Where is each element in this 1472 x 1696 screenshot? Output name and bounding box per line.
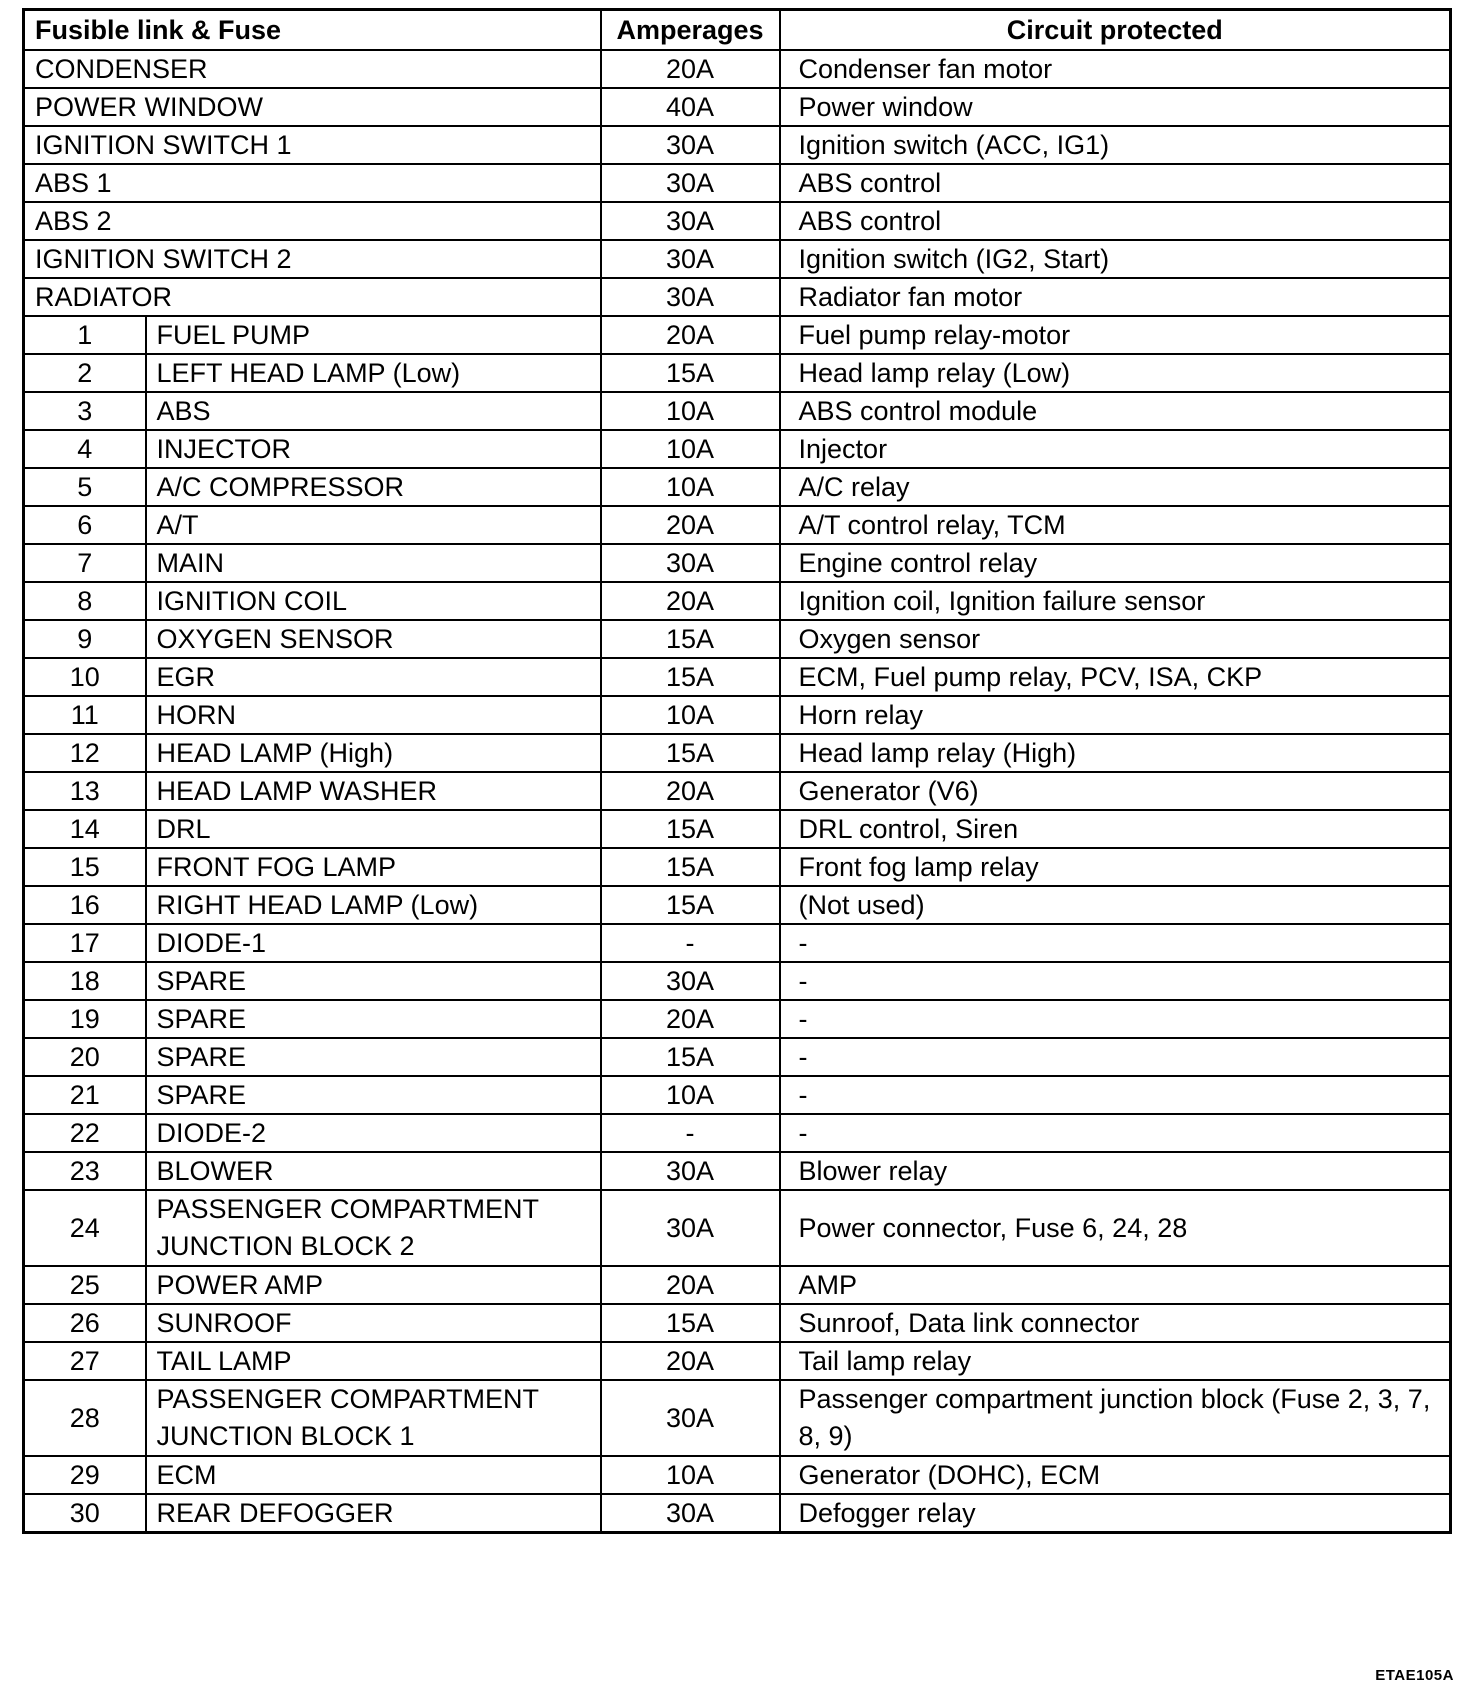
circuit-protected: Passenger compartment junction block (Fuse 2, 3, 7, 8, 9)	[780, 1380, 1451, 1456]
fuse-name: SUNROOF	[146, 1304, 601, 1342]
fusible-link-row	[24, 50, 1451, 88]
fuse-name: INJECTOR	[146, 430, 601, 468]
fuse-row	[24, 1266, 1451, 1304]
header-amperages: Amperages	[601, 10, 780, 51]
circuit-protected: ABS control	[780, 202, 1451, 240]
circuit-protected: -	[780, 1076, 1451, 1114]
fuse-name: DIODE-1	[146, 924, 601, 962]
fuse-number: 26	[24, 1304, 146, 1342]
circuit-protected: Blower relay	[780, 1152, 1451, 1190]
fuse-number: 10	[24, 658, 146, 696]
amperage-value: 30A	[601, 202, 780, 240]
fuse-name: HEAD LAMP WASHER	[146, 772, 601, 810]
fuse-number: 6	[24, 506, 146, 544]
fuse-name: HEAD LAMP (High)	[146, 734, 601, 772]
fuse-name: SPARE	[146, 962, 601, 1000]
amperage-value: 10A	[601, 696, 780, 734]
amperage-value: 30A	[601, 164, 780, 202]
fuse-row	[24, 924, 1451, 962]
fuse-name: A/C COMPRESSOR	[146, 468, 601, 506]
circuit-protected: -	[780, 1000, 1451, 1038]
circuit-protected: Generator (DOHC), ECM	[780, 1456, 1451, 1494]
fuse-row	[24, 886, 1451, 924]
fuse-name: IGNITION COIL	[146, 582, 601, 620]
table-body	[24, 50, 1451, 1533]
circuit-protected: Radiator fan motor	[780, 278, 1451, 316]
fuse-name: REAR DEFOGGER	[146, 1494, 601, 1533]
fuse-row	[24, 392, 1451, 430]
fuse-row	[24, 468, 1451, 506]
fuse-number: 11	[24, 696, 146, 734]
fuse-row	[24, 430, 1451, 468]
fuse-row	[24, 1456, 1451, 1494]
fuse-number: 12	[24, 734, 146, 772]
circuit-protected: Generator (V6)	[780, 772, 1451, 810]
fuse-number: 16	[24, 886, 146, 924]
fuse-number: 13	[24, 772, 146, 810]
circuit-protected: Fuel pump relay-motor	[780, 316, 1451, 354]
fuse-number: 25	[24, 1266, 146, 1304]
fusible-link-row	[24, 240, 1451, 278]
circuit-protected: Engine control relay	[780, 544, 1451, 582]
amperage-value: 10A	[601, 1456, 780, 1494]
amperage-value: 30A	[601, 278, 780, 316]
fuse-name: LEFT HEAD LAMP (Low)	[146, 354, 601, 392]
fuse-name: SPARE	[146, 1076, 601, 1114]
fuse-name: SPARE	[146, 1000, 601, 1038]
fuse-row	[24, 696, 1451, 734]
amperage-value: 15A	[601, 734, 780, 772]
fuse-name: OXYGEN SENSOR	[146, 620, 601, 658]
fuse-number: 20	[24, 1038, 146, 1076]
circuit-protected: Tail lamp relay	[780, 1342, 1451, 1380]
amperage-value: 40A	[601, 88, 780, 126]
circuit-protected: DRL control, Siren	[780, 810, 1451, 848]
fuse-name: A/T	[146, 506, 601, 544]
circuit-protected: Head lamp relay (Low)	[780, 354, 1451, 392]
amperage-value: 30A	[601, 1494, 780, 1533]
fuse-name: DIODE-2	[146, 1114, 601, 1152]
circuit-protected: Front fog lamp relay	[780, 848, 1451, 886]
fuse-name: FUEL PUMP	[146, 316, 601, 354]
amperage-value: 20A	[601, 582, 780, 620]
fuse-row	[24, 1190, 1451, 1266]
circuit-protected: -	[780, 1114, 1451, 1152]
circuit-protected: Horn relay	[780, 696, 1451, 734]
circuit-protected: Sunroof, Data link connector	[780, 1304, 1451, 1342]
circuit-protected: Oxygen sensor	[780, 620, 1451, 658]
fuse-number: 27	[24, 1342, 146, 1380]
fuse-name: EGR	[146, 658, 601, 696]
fuse-number: 24	[24, 1190, 146, 1266]
amperage-value: 15A	[601, 810, 780, 848]
fusible-link-name: IGNITION SWITCH 2	[24, 240, 601, 278]
amperage-value: 20A	[601, 316, 780, 354]
circuit-protected: Ignition switch (IG2, Start)	[780, 240, 1451, 278]
fuse-number: 30	[24, 1494, 146, 1533]
amperage-value: 15A	[601, 1304, 780, 1342]
fusible-link-row	[24, 278, 1451, 316]
amperage-value: 15A	[601, 620, 780, 658]
figure-code: ETAE105A	[1375, 1667, 1454, 1684]
amperage-value: 20A	[601, 772, 780, 810]
circuit-protected: Injector	[780, 430, 1451, 468]
circuit-protected: ABS control	[780, 164, 1451, 202]
fuse-row	[24, 316, 1451, 354]
fuse-row	[24, 354, 1451, 392]
fuse-name: ECM	[146, 1456, 601, 1494]
fuse-name: FRONT FOG LAMP	[146, 848, 601, 886]
fuse-row	[24, 582, 1451, 620]
fuse-table	[22, 8, 1452, 1534]
amperage-value: 30A	[601, 1380, 780, 1456]
fuse-name: POWER AMP	[146, 1266, 601, 1304]
amperage-value: 30A	[601, 544, 780, 582]
fuse-row	[24, 1114, 1451, 1152]
fuse-name: TAIL LAMP	[146, 1342, 601, 1380]
fuse-row	[24, 962, 1451, 1000]
circuit-protected: Ignition coil, Ignition failure sensor	[780, 582, 1451, 620]
amperage-value: 30A	[601, 1152, 780, 1190]
fusible-link-name: CONDENSER	[24, 50, 601, 88]
amperage-value: 15A	[601, 658, 780, 696]
fuse-number: 29	[24, 1456, 146, 1494]
fuse-number: 4	[24, 430, 146, 468]
fuse-name: BLOWER	[146, 1152, 601, 1190]
fusible-link-row	[24, 126, 1451, 164]
fuse-row	[24, 772, 1451, 810]
amperage-value: 20A	[601, 506, 780, 544]
circuit-protected: Defogger relay	[780, 1494, 1451, 1533]
fuse-number: 21	[24, 1076, 146, 1114]
fuse-row	[24, 658, 1451, 696]
fuse-name: SPARE	[146, 1038, 601, 1076]
amperage-value: 30A	[601, 962, 780, 1000]
amperage-value: 15A	[601, 886, 780, 924]
fuse-row	[24, 620, 1451, 658]
circuit-protected: Head lamp relay (High)	[780, 734, 1451, 772]
fuse-row	[24, 1304, 1451, 1342]
circuit-protected: -	[780, 962, 1451, 1000]
circuit-protected: ECM, Fuel pump relay, PCV, ISA, CKP	[780, 658, 1451, 696]
amperage-value: 10A	[601, 1076, 780, 1114]
header-row	[24, 10, 1451, 51]
fuse-row	[24, 734, 1451, 772]
fuse-number: 22	[24, 1114, 146, 1152]
fuse-row	[24, 1494, 1451, 1533]
fusible-link-name: ABS 2	[24, 202, 601, 240]
circuit-protected: Power window	[780, 88, 1451, 126]
fuse-name: HORN	[146, 696, 601, 734]
fuse-number: 1	[24, 316, 146, 354]
amperage-value: 20A	[601, 1266, 780, 1304]
circuit-protected: Ignition switch (ACC, IG1)	[780, 126, 1451, 164]
fuse-number: 5	[24, 468, 146, 506]
fuse-row	[24, 848, 1451, 886]
fuse-row	[24, 1038, 1451, 1076]
circuit-protected: (Not used)	[780, 886, 1451, 924]
fuse-number: 28	[24, 1380, 146, 1456]
fusible-link-row	[24, 202, 1451, 240]
fuse-number: 23	[24, 1152, 146, 1190]
fuse-number: 8	[24, 582, 146, 620]
circuit-protected: AMP	[780, 1266, 1451, 1304]
fuse-row	[24, 1342, 1451, 1380]
fuse-number: 19	[24, 1000, 146, 1038]
fuse-name: DRL	[146, 810, 601, 848]
fusible-link-name: IGNITION SWITCH 1	[24, 126, 601, 164]
amperage-value: -	[601, 924, 780, 962]
amperage-value: 30A	[601, 1190, 780, 1266]
fusible-link-name: ABS 1	[24, 164, 601, 202]
fuse-number: 7	[24, 544, 146, 582]
fuse-number: 15	[24, 848, 146, 886]
fuse-number: 9	[24, 620, 146, 658]
header-fusible-link: Fusible link & Fuse	[24, 10, 601, 51]
fuse-number: 3	[24, 392, 146, 430]
circuit-protected: -	[780, 1038, 1451, 1076]
circuit-protected: A/T control relay, TCM	[780, 506, 1451, 544]
fuse-name: PASSENGER COMPARTMENT JUNCTION BLOCK 1	[146, 1380, 601, 1456]
fuse-number: 17	[24, 924, 146, 962]
fuse-row	[24, 810, 1451, 848]
circuit-protected: ABS control module	[780, 392, 1451, 430]
fuse-number: 18	[24, 962, 146, 1000]
circuit-protected: Power connector, Fuse 6, 24, 28	[780, 1190, 1451, 1266]
fuse-row	[24, 1000, 1451, 1038]
fuse-row	[24, 506, 1451, 544]
circuit-protected: A/C relay	[780, 468, 1451, 506]
amperage-value: 20A	[601, 1342, 780, 1380]
fuse-row	[24, 1152, 1451, 1190]
fuse-number: 14	[24, 810, 146, 848]
circuit-protected: Condenser fan motor	[780, 50, 1451, 88]
amperage-value: 20A	[601, 1000, 780, 1038]
amperage-value: 15A	[601, 354, 780, 392]
amperage-value: 20A	[601, 50, 780, 88]
header-circuit-protected: Circuit protected	[780, 10, 1451, 51]
amperage-value: -	[601, 1114, 780, 1152]
fusible-link-name: RADIATOR	[24, 278, 601, 316]
amperage-value: 15A	[601, 1038, 780, 1076]
amperage-value: 10A	[601, 392, 780, 430]
fuse-number: 2	[24, 354, 146, 392]
fuse-name: PASSENGER COMPARTMENT JUNCTION BLOCK 2	[146, 1190, 601, 1266]
fusible-link-row	[24, 88, 1451, 126]
fusible-link-name: POWER WINDOW	[24, 88, 601, 126]
amperage-value: 15A	[601, 848, 780, 886]
fuse-row	[24, 1380, 1451, 1456]
circuit-protected: -	[780, 924, 1451, 962]
amperage-value: 30A	[601, 126, 780, 164]
amperage-value: 10A	[601, 430, 780, 468]
fuse-name: ABS	[146, 392, 601, 430]
amperage-value: 30A	[601, 240, 780, 278]
fuse-name: RIGHT HEAD LAMP (Low)	[146, 886, 601, 924]
fuse-name: MAIN	[146, 544, 601, 582]
fuse-row	[24, 1076, 1451, 1114]
fuse-row	[24, 544, 1451, 582]
fusible-link-row	[24, 164, 1451, 202]
amperage-value: 10A	[601, 468, 780, 506]
